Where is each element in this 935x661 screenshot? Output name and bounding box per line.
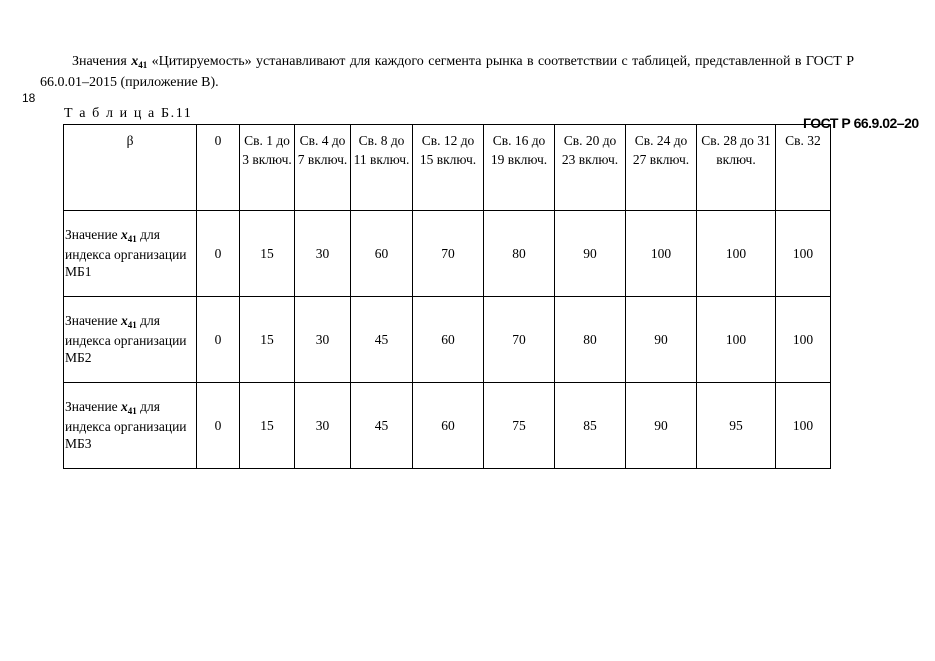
table-cell: 30 bbox=[295, 211, 351, 297]
table-cell: 60 bbox=[413, 297, 484, 383]
table-cell: 80 bbox=[484, 211, 555, 297]
header-cell: Св. 20 до 23 включ. bbox=[555, 125, 626, 211]
row-label: Значение $x_{41}$ для индекса организации МБ1 bbox=[64, 211, 197, 297]
header-cell: Св. 32 bbox=[776, 125, 831, 211]
table-cell: 85 bbox=[555, 383, 626, 469]
table-cell: 60 bbox=[413, 383, 484, 469]
table-cell: 90 bbox=[626, 297, 697, 383]
header-cell: β bbox=[64, 125, 197, 211]
table-cell: 15 bbox=[240, 297, 295, 383]
paragraph-text-start: Значения bbox=[72, 54, 132, 69]
header-cell: Св. 1 до 3 включ. bbox=[240, 125, 295, 211]
table-cell: 15 bbox=[240, 383, 295, 469]
paragraph-text-end: «Цитируемость» устанавливают для каждого сегмента рынка в соответствии с таблицей, представленной в ГОСТ Р 66.0.01–2015 (приложение В). bbox=[40, 54, 854, 90]
table-row bbox=[64, 211, 831, 297]
table-header-row bbox=[64, 125, 831, 211]
table-cell: 30 bbox=[295, 383, 351, 469]
table-cell: 70 bbox=[484, 297, 555, 383]
table-cell: 45 bbox=[351, 297, 413, 383]
header-cell: Св. 24 до 27 включ. bbox=[626, 125, 697, 211]
table-cell: 70 bbox=[413, 211, 484, 297]
table-cell: 75 bbox=[484, 383, 555, 469]
table-cell: 80 bbox=[555, 297, 626, 383]
table-cell: 100 bbox=[776, 383, 831, 469]
table-cell: 100 bbox=[776, 211, 831, 297]
math-variable: $x_{41}$ bbox=[131, 54, 148, 70]
table-cell: 90 bbox=[626, 383, 697, 469]
table-row bbox=[64, 297, 831, 383]
table-cell: 95 bbox=[697, 383, 776, 469]
table-row bbox=[64, 383, 831, 469]
row-label: Значение $x_{41}$ для индекса организации МБ3 bbox=[64, 383, 197, 469]
data-table bbox=[63, 124, 831, 469]
table-caption: Т а б л и ц а Б.11 bbox=[64, 106, 193, 121]
table-cell: 100 bbox=[626, 211, 697, 297]
header-cell: Св. 16 до 19 включ. bbox=[484, 125, 555, 211]
header-cell: 0 bbox=[197, 125, 240, 211]
table-cell: 0 bbox=[197, 383, 240, 469]
table-cell: 90 bbox=[555, 211, 626, 297]
table-cell: 0 bbox=[197, 297, 240, 383]
row-label: Значение $x_{41}$ для индекса организации МБ2 bbox=[64, 297, 197, 383]
table-cell: 0 bbox=[197, 211, 240, 297]
table-cell: 100 bbox=[697, 211, 776, 297]
table-cell: 60 bbox=[351, 211, 413, 297]
document-code: ГОСТ Р 66.9.02–20 bbox=[803, 115, 919, 131]
table-cell: 30 bbox=[295, 297, 351, 383]
header-cell: Св. 12 до 15 включ. bbox=[413, 125, 484, 211]
table-cell: 100 bbox=[776, 297, 831, 383]
body-paragraph bbox=[40, 53, 854, 92]
table-cell: 100 bbox=[697, 297, 776, 383]
header-cell: Св. 8 до 11 включ. bbox=[351, 125, 413, 211]
header-cell: Св. 28 до 31 включ. bbox=[697, 125, 776, 211]
page-number: 18 bbox=[22, 91, 36, 105]
header-cell: Св. 4 до 7 включ. bbox=[295, 125, 351, 211]
table-cell: 15 bbox=[240, 211, 295, 297]
table-cell: 45 bbox=[351, 383, 413, 469]
